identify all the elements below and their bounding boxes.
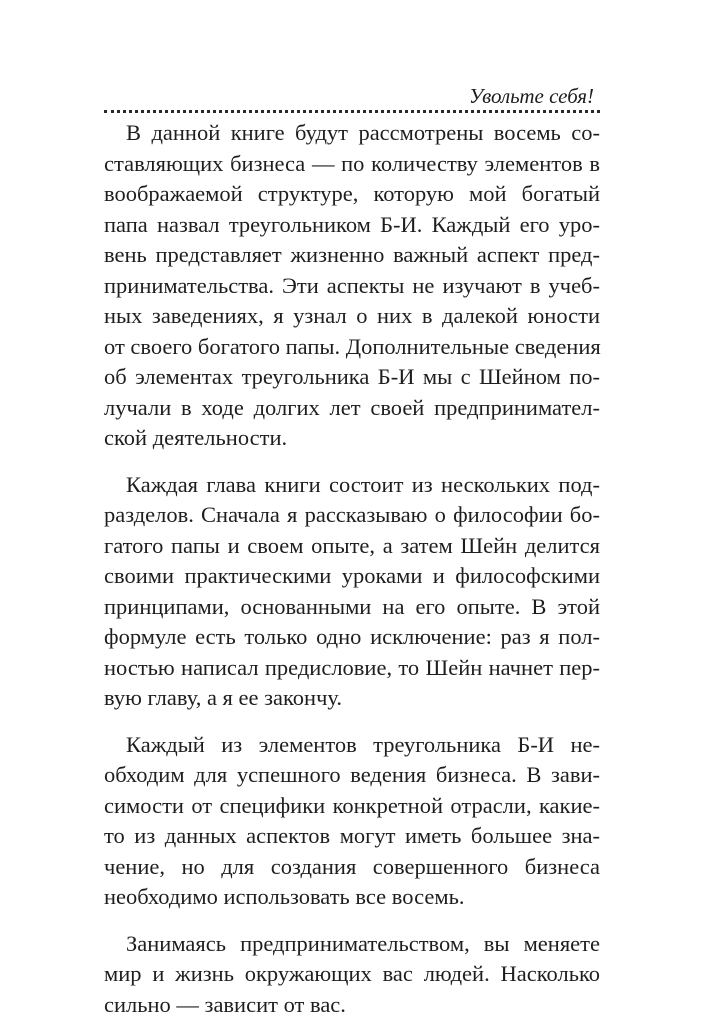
text-line: В данной книге будут рассмотрены восемь со-	[126, 120, 600, 145]
text-line: чение, но для создания совершенного бизнеса	[104, 853, 600, 879]
text-line: принимательства. Эти аспекты не изучают в учеб-	[104, 272, 600, 298]
text-line: ской деятельности.	[104, 425, 288, 450]
body-text	[104, 118, 600, 1036]
text-line: симости от специфики конкретной отрасли, какие-	[104, 792, 600, 818]
text-line: гатого папы и своем опыте, а затем Шейн делится	[104, 532, 600, 558]
paragraph-3	[104, 730, 600, 913]
text-line: необходимо использовать все восемь.	[104, 884, 465, 909]
text-line: своими практическими уроками и философскими	[104, 563, 600, 588]
dotted-header-rule	[104, 110, 600, 113]
paragraph-4	[104, 929, 600, 1021]
text-line: вую главу, а я ее закончу.	[104, 685, 343, 710]
text-line: Занимаясь предпринимательством, вы меняете	[126, 930, 600, 956]
paragraph-2	[104, 470, 600, 714]
text-line: ностью написал предисловие, то Шейн начнет пер-	[104, 654, 600, 680]
text-line: лучали в ходе долгих лет своей предпринимател-	[104, 394, 600, 420]
text-line: мир и жизнь окружающих вас людей. Насколько	[104, 961, 600, 986]
text-line: обходим для успешного ведения бизнеса. В зави-	[104, 762, 600, 787]
text-line: папа назвал треугольником Б-И. Каждый его уро-	[104, 211, 600, 237]
text-line: ных заведениях, я узнал о них в далекой юности	[104, 303, 600, 328]
text-line: об элементах треугольника Б-И мы с Шейном по-	[104, 364, 600, 389]
paragraph-1	[104, 118, 600, 454]
text-line: воображаемой структуре, которую мой богатый	[104, 181, 600, 206]
text-line: вень представляет жизненно важный аспект пред-	[104, 242, 600, 267]
text-line: сильно — зависит от вас.	[104, 991, 346, 1017]
text-line: ставляющих бизнеса — по количеству элементов в	[104, 150, 600, 176]
text-line: разделов. Сначала я рассказываю о философии бо-	[104, 502, 600, 527]
text-line: принципами, основанными на его опыте. В этой	[104, 593, 600, 619]
text-line: формуле есть только одно исключение: раз я пол-	[104, 624, 600, 649]
text-line: Каждый из элементов треугольника Б-И не-	[126, 731, 600, 757]
text-line: Каждая глава книги состоит из нескольких под-	[126, 471, 600, 497]
running-head: Увольте себя!	[468, 84, 594, 108]
text-line: то из данных аспектов могут иметь большее зна-	[104, 823, 600, 848]
text-line: от своего богатого папы. Дополнительные сведения	[104, 333, 601, 359]
